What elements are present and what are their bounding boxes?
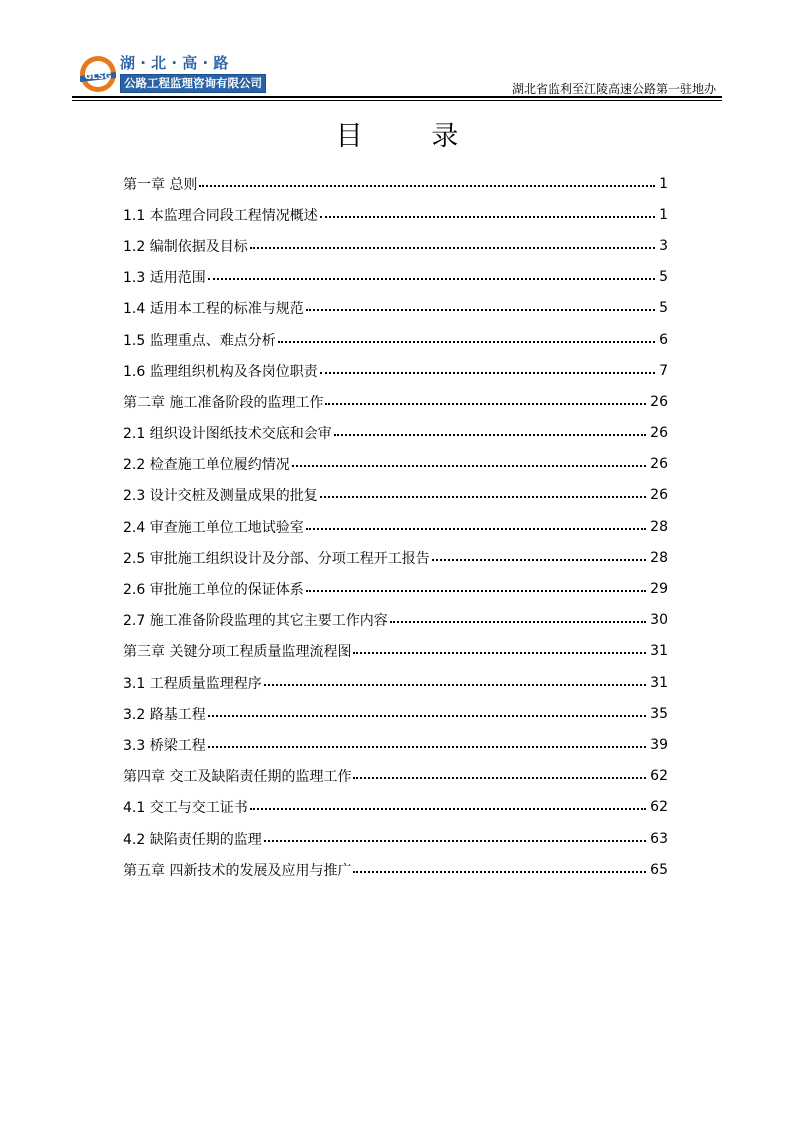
toc-entry[interactable]	[123, 605, 668, 636]
toc-entry-page: 39	[650, 736, 668, 753]
toc-entry-label: 2.1 组织设计图纸技术交底和会审	[123, 426, 332, 443]
toc-entry[interactable]	[123, 729, 668, 760]
toc-entry-page: 26	[650, 393, 668, 410]
toc-entry-label: 第三章 关键分项工程质量监理流程图	[123, 644, 352, 661]
toc-entry-label: 2.3 设计交桩及测量成果的批复	[123, 488, 318, 505]
toc-entry-label: 1.3 适用范围	[123, 270, 206, 287]
toc-entry-page: 6	[659, 331, 668, 348]
toc-entry-page: 1	[659, 175, 668, 192]
toc-dot-leader	[292, 465, 646, 467]
table-of-contents	[123, 168, 668, 885]
toc-entry-label: 1.5 监理重点、难点分析	[123, 332, 276, 349]
toc-dot-leader	[208, 715, 646, 717]
toc-entry[interactable]	[123, 854, 668, 885]
toc-entry-label: 3.1 工程质量监理程序	[123, 675, 262, 692]
page-title: 目 录	[335, 121, 459, 152]
toc-entry[interactable]	[123, 698, 668, 729]
toc-entry[interactable]	[123, 823, 668, 854]
toc-entry-page: 29	[650, 581, 668, 598]
toc-entry-page: 28	[650, 549, 668, 566]
toc-entry-page: 65	[650, 861, 668, 878]
toc-entry-page: 28	[650, 518, 668, 535]
toc-entry[interactable]	[123, 262, 668, 293]
toc-dot-leader	[199, 185, 655, 187]
toc-entry[interactable]	[123, 480, 668, 511]
toc-entry-page: 26	[650, 456, 668, 473]
brand-block	[120, 54, 266, 93]
toc-dot-leader	[250, 808, 646, 810]
toc-entry[interactable]	[123, 636, 668, 667]
toc-entry-label: 第四章 交工及缺陷责任期的监理工作	[123, 769, 352, 786]
toc-entry-label: 2.5 审批施工组织设计及分部、分项工程开工报告	[123, 550, 430, 567]
toc-entry-label: 2.6 审批施工单位的保证体系	[123, 582, 304, 599]
toc-dot-leader	[320, 496, 646, 498]
page-header	[72, 50, 722, 100]
toc-dot-leader	[306, 590, 646, 592]
toc-entry-page: 31	[650, 643, 668, 660]
toc-entry-label: 1.6 监理组织机构及各岗位职责	[123, 363, 318, 380]
toc-dot-leader	[278, 341, 655, 343]
toc-entry-page: 5	[659, 269, 668, 286]
toc-entry[interactable]	[123, 293, 668, 324]
toc-dot-leader	[325, 403, 646, 405]
brand-subtitle: 公路工程监理咨询有限公司	[120, 74, 266, 93]
toc-entry[interactable]	[123, 355, 668, 386]
header-rule-thin	[72, 100, 722, 101]
toc-dot-leader	[390, 621, 646, 623]
toc-dot-leader	[306, 309, 655, 311]
toc-dot-leader	[432, 559, 646, 561]
toc-entry-page: 26	[650, 487, 668, 504]
toc-entry-label: 1.4 适用本工程的标准与规范	[123, 301, 304, 318]
toc-entry[interactable]	[123, 386, 668, 417]
toc-entry[interactable]	[123, 230, 668, 261]
toc-entry-page: 7	[659, 362, 668, 379]
toc-entry-label: 2.2 检查施工单位履约情况	[123, 457, 290, 474]
toc-dot-leader	[208, 746, 646, 748]
toc-entry-label: 第二章 施工准备阶段的监理工作	[123, 394, 324, 411]
toc-entry[interactable]	[123, 542, 668, 573]
toc-entry[interactable]	[123, 324, 668, 355]
toc-entry-label: 1.2 编制依据及目标	[123, 238, 248, 255]
toc-entry[interactable]	[123, 168, 668, 199]
header-rule-thick	[72, 96, 722, 98]
toc-entry[interactable]	[123, 667, 668, 698]
toc-entry-page: 5	[659, 300, 668, 317]
toc-entry-label: 2.4 审查施工单位工地试验室	[123, 519, 304, 536]
toc-entry-label: 第一章 总则	[123, 176, 198, 193]
toc-entry-label: 1.1 本监理合同段工程情况概述	[123, 207, 318, 224]
toc-dot-leader	[250, 247, 655, 249]
toc-entry-page: 62	[650, 768, 668, 785]
toc-entry-label: 第五章 四新技术的发展及应用与推广	[123, 862, 352, 879]
toc-dot-leader	[353, 652, 646, 654]
toc-entry-label: 4.2 缺陷责任期的监理	[123, 831, 262, 848]
header-office-name: 湖北省监利至江陵高速公路第一驻地办	[511, 82, 716, 96]
toc-entry[interactable]	[123, 418, 668, 449]
toc-entry-page: 35	[650, 705, 668, 722]
toc-entry-label: 3.3 桥梁工程	[123, 737, 206, 754]
company-logo	[78, 54, 118, 94]
logo-lettering: GLSG	[84, 72, 112, 82]
toc-entry[interactable]	[123, 511, 668, 542]
toc-entry-page: 1	[659, 206, 668, 223]
toc-entry-label: 3.2 路基工程	[123, 706, 206, 723]
toc-dot-leader	[264, 684, 646, 686]
toc-entry[interactable]	[123, 573, 668, 604]
toc-dot-leader	[306, 528, 646, 530]
toc-dot-leader	[208, 278, 655, 280]
toc-dot-leader	[353, 777, 646, 779]
toc-entry-label: 4.1 交工与交工证书	[123, 800, 248, 817]
toc-entry-page: 63	[650, 830, 668, 847]
toc-entry-page: 62	[650, 799, 668, 816]
brand-name: 湖 · 北 · 高 · 路	[120, 54, 229, 72]
toc-dot-leader	[334, 434, 646, 436]
toc-dot-leader	[320, 216, 655, 218]
toc-dot-leader	[353, 871, 646, 873]
toc-entry-label: 2.7 施工准备阶段监理的其它主要工作内容	[123, 613, 388, 630]
toc-dot-leader	[320, 372, 655, 374]
toc-entry-page: 31	[650, 674, 668, 691]
toc-entry-page: 3	[659, 237, 668, 254]
toc-entry[interactable]	[123, 449, 668, 480]
toc-entry[interactable]	[123, 792, 668, 823]
toc-entry[interactable]	[123, 199, 668, 230]
toc-entry-page: 26	[650, 425, 668, 442]
toc-entry-page: 30	[650, 612, 668, 629]
toc-entry[interactable]	[123, 761, 668, 792]
toc-dot-leader	[264, 840, 646, 842]
